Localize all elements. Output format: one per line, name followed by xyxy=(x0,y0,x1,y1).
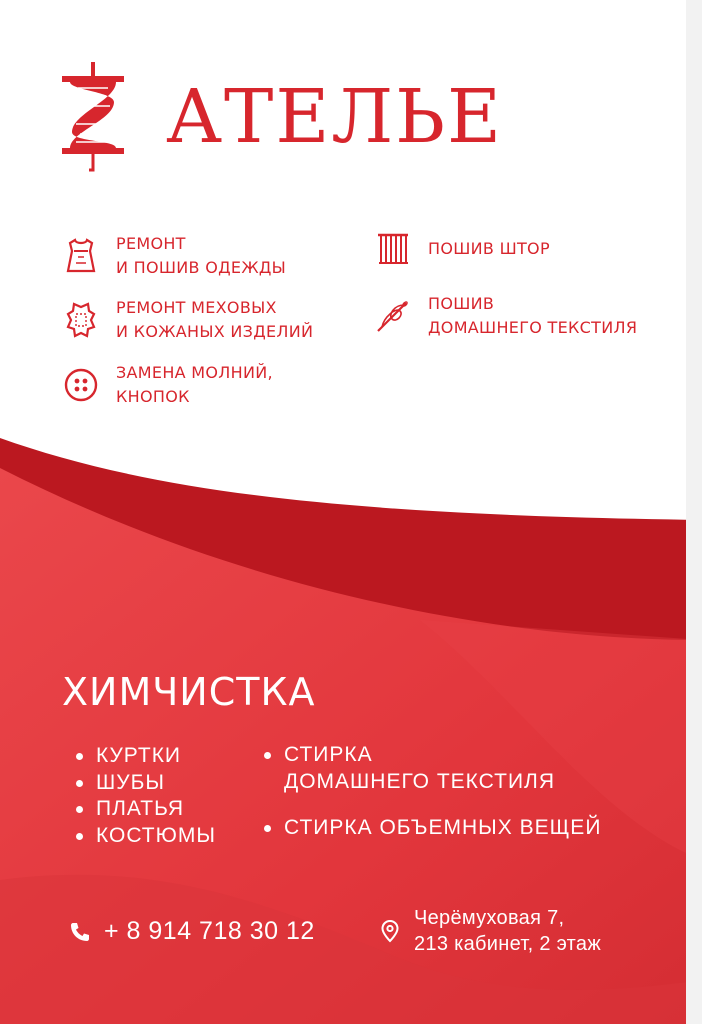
drycleaning-title: ХИМЧИСТКА xyxy=(62,670,316,714)
service-zipper-buttons xyxy=(62,361,273,409)
list-item: ПЛАТЬЯ xyxy=(76,796,216,823)
address-line: 213 кабинет, 2 этаж xyxy=(414,933,602,955)
list-item xyxy=(264,742,601,795)
phone-number[interactable]: + 8 914 718 30 12 xyxy=(104,917,315,945)
right-edge-strip xyxy=(686,0,702,1024)
service-line: И КОЖАНЫХ ИЗДЕЛИЙ xyxy=(116,322,314,341)
list-item-line: СТИРКА xyxy=(284,743,373,766)
service-line: ДОМАШНЕГО ТЕКСТИЛЯ xyxy=(428,318,638,337)
spool-logo-icon xyxy=(58,62,128,172)
leather-icon xyxy=(62,301,100,339)
list-item xyxy=(264,815,601,842)
service-line: ЗАМЕНА МОЛНИЙ, xyxy=(116,363,273,382)
needle-thread-icon xyxy=(374,297,412,335)
service-line: ПОШИВ xyxy=(428,294,495,313)
list-item: КОСТЮМЫ xyxy=(76,823,216,850)
location-pin-icon xyxy=(378,919,402,943)
service-line: РЕМОНТ xyxy=(116,234,186,253)
curtain-icon xyxy=(374,230,412,268)
list-item-line: ДОМАШНЕГО ТЕКСТИЛЯ xyxy=(284,769,556,793)
service-line: И ПОШИВ ОДЕЖДЫ xyxy=(116,258,287,277)
list-item: КУРТКИ xyxy=(76,743,216,770)
service-clothing-repair xyxy=(62,232,286,280)
service-fur-leather xyxy=(62,296,313,344)
list-item-line: СТИРКА ОБЪЕМНЫХ ВЕЩЕЙ xyxy=(284,816,602,839)
dress-icon xyxy=(62,237,100,275)
drycleaning-list-right xyxy=(264,742,601,842)
address-line: Черёмуховая 7, xyxy=(414,907,565,929)
service-line: ПОШИВ ШТОР xyxy=(428,239,550,258)
phone-icon xyxy=(68,920,92,944)
drycleaning-list-left xyxy=(76,743,216,849)
list-item: ШУБЫ xyxy=(76,770,216,797)
button-icon xyxy=(62,366,100,404)
brand-title: АТЕЛЬЕ xyxy=(166,74,504,160)
service-line: КНОПОК xyxy=(116,387,190,406)
phone-contact[interactable] xyxy=(68,916,315,946)
address-contact xyxy=(378,905,601,957)
service-line: РЕМОНТ МЕХОВЫХ xyxy=(116,298,277,317)
service-home-textile xyxy=(374,292,637,340)
service-curtains xyxy=(374,230,550,268)
